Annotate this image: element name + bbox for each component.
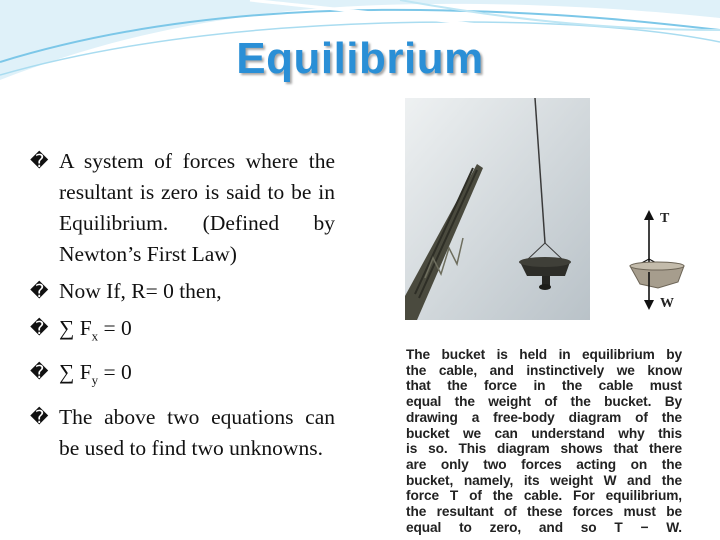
- caption-line: are only two forces acting on the: [406, 456, 682, 472]
- bullet-equation-x: [30, 313, 335, 351]
- caption-line: bucket, namely, its weight W and the: [406, 472, 682, 488]
- bullet-equation-y: [30, 357, 335, 395]
- tension-label: T: [660, 211, 670, 226]
- caption-line: The bucket is held in equilibrium by: [406, 347, 682, 362]
- weight-label: W: [660, 296, 674, 311]
- caption-line: that the force in the cable must: [406, 378, 682, 394]
- figure-caption: [406, 347, 682, 535]
- caption-line: bucket we can understand why this: [406, 425, 682, 441]
- slide-title: Equilibrium: [236, 34, 484, 83]
- caption-line: drawing a free-body diagram of the: [406, 409, 682, 425]
- caption-line: the cable, and instinctively we know: [406, 362, 682, 378]
- equation-prefix: ∑ F: [59, 316, 92, 340]
- caption-line: equal the weight of the bucket. By: [406, 394, 682, 410]
- bullet-conclusion: [30, 402, 335, 464]
- bullet-definition: [30, 146, 335, 270]
- bullet-text: The above two equations can be used to find two unknowns.: [59, 404, 335, 460]
- bullet-marker: �: [30, 362, 49, 384]
- bullet-marker: �: [30, 318, 49, 339]
- bullet-text: A system of forces where the resultant is zero is said to be in Equilibrium. (Defined by Newton’s First Law): [59, 149, 335, 266]
- bullet-condition: [30, 276, 335, 307]
- bullet-marker: �: [30, 151, 49, 172]
- caption-line: equal to zero, and so T − W.: [406, 519, 682, 535]
- equation-prefix: ∑ F: [59, 360, 92, 385]
- bullet-list: [30, 146, 335, 464]
- equation-suffix: = 0: [98, 360, 132, 385]
- bullet-marker: �: [30, 406, 49, 428]
- equation-subscript: x: [91, 328, 99, 344]
- bullet-marker: �: [30, 281, 49, 302]
- caption-line: is so. This diagram shows that there: [406, 441, 682, 457]
- equation-suffix: = 0: [98, 316, 132, 340]
- caption-line: force T of the cable. For equilibrium,: [406, 488, 682, 504]
- caption-line: the resultant of these forces must be: [406, 504, 682, 520]
- equation-subscript: y: [91, 372, 99, 388]
- crane-bucket-photo: [405, 98, 590, 320]
- bullet-text: Now If, R= 0 then,: [59, 279, 222, 303]
- free-body-diagram: [622, 206, 694, 312]
